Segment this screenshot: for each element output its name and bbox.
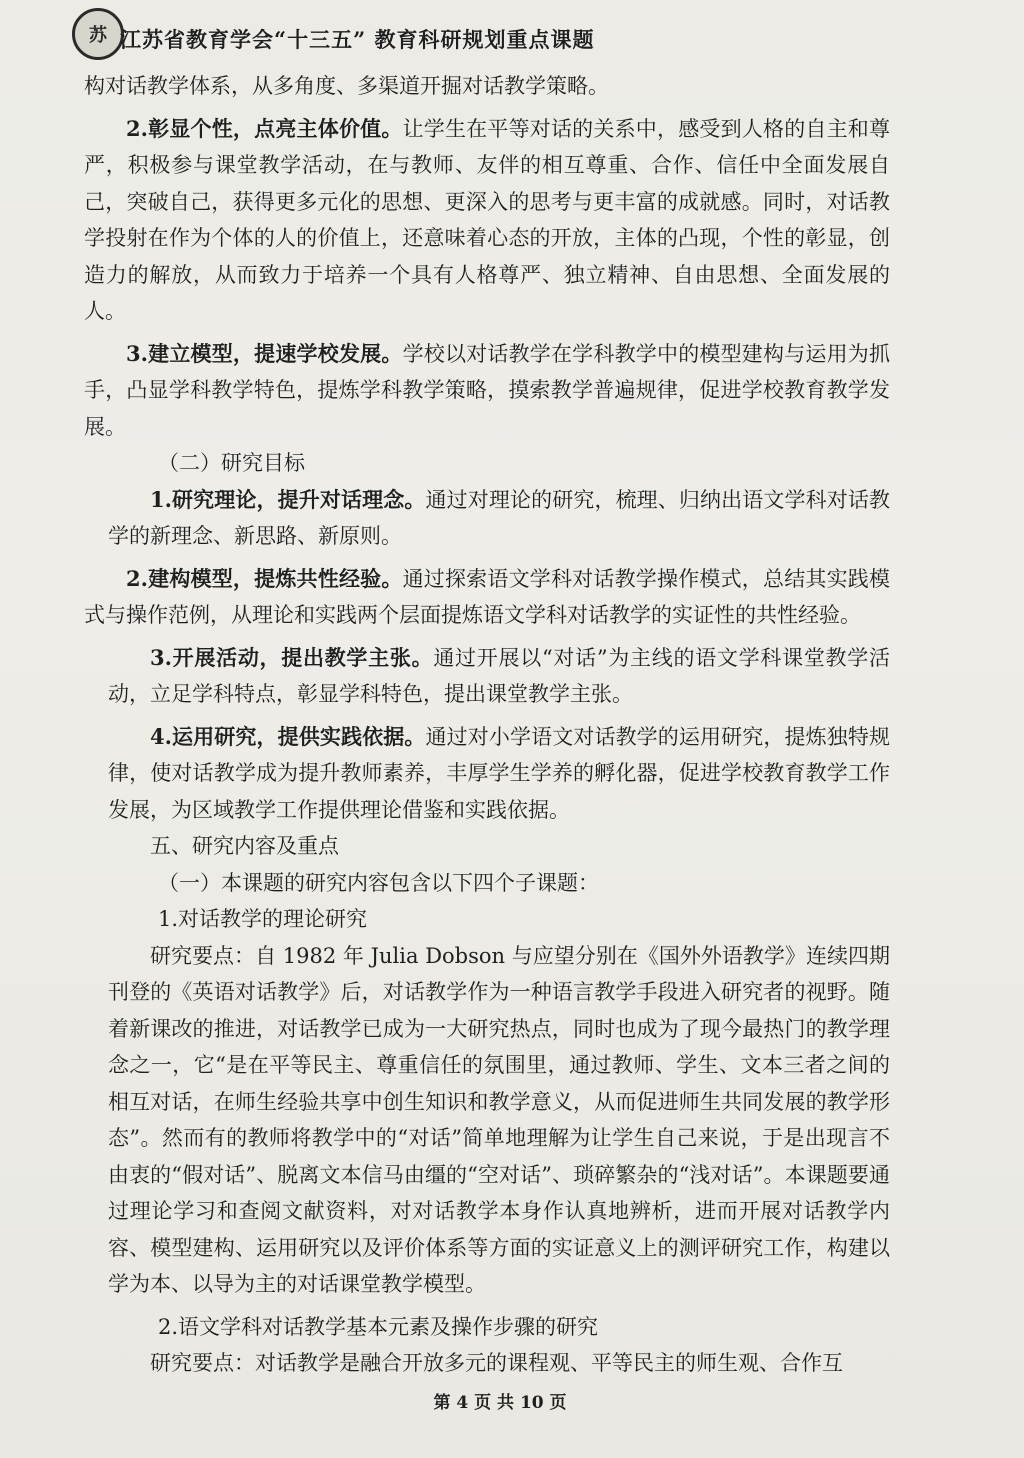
goal-3 — [84, 640, 890, 713]
paragraph-heading: 3.开展活动，提出教学主张。 — [150, 644, 434, 670]
subtopic-2-text: 研究要点：对话教学是融合开放多元的课程观、平等民主的师生观、合作互 — [150, 1351, 843, 1375]
association-logo-icon — [72, 8, 124, 60]
paragraph-text: 让学生在平等对话的关系中，感受到人格的自主和尊严，积极参与课堂教学活动，在与教师、友伴的相互尊重、合作、信任中全面发展自己，突破自己，获得更多元化的思想、更深入的思考与更丰富的成就感。同时，对话教学投射在作为个体的人的价值上，还意味着心态的开放，主体的凸现，个性的彰显，创造力的解放，从而致力于培养一个具有人格尊严、独立精神、自由思想、全面发展的人。 — [84, 116, 891, 323]
paragraph-text: 通过对小学语文对话教学的运用研究，提炼独特规律，使对话教学成为提升教师素养，丰厚学生学养的孵化器，促进学校教育教学工作发展，为区域教学工作提供理论借鉴和实践依据。 — [108, 724, 891, 822]
paragraph-heading: 4.运用研究，提供实践依据。 — [150, 723, 426, 749]
paragraph-3 — [84, 336, 890, 446]
document-body — [84, 68, 890, 1382]
goal-4 — [84, 719, 890, 829]
paragraph-text: 通过对理论的研究，梳理、归纳出语文学科对话教学的新理念、新思路、新原则。 — [108, 487, 891, 548]
paragraph-heading: 2.彰显个性，点亮主体价值。 — [126, 115, 403, 141]
paragraph-text: 学校以对话教学在学科教学中的模型建构与运用为抓手，凸显学科教学特色，提炼学科教学策略，摸索教学普遍规律，促进学校教育教学发展。 — [84, 341, 891, 439]
paragraph-text: 通过探索语文学科对话教学操作模式，总结其实践模式与操作范例，从理论和实践两个层面提炼语文学科对话教学的实证性的共性经验。 — [84, 566, 891, 627]
logo-glyph: 苏 — [89, 25, 107, 46]
page-header: 江苏省教育学会“十三五” 教育科研规划重点课题 — [120, 27, 595, 52]
section-heading-5: 五、研究内容及重点 — [150, 834, 339, 858]
subtopic-1-text: 研究要点：自 1982 年 Julia Dobson 与应望分别在《国外外语教学》连续四期刊登的《英语对话教学》后，对话教学作为一种语言教学手段进入研究者的视野。随着新课改的推进，对话教学已成为一大研究热点，同时也成为了现今最热门的教学理念之一，它“是在平等民主、尊重信任的氛围里，通过教师、学生、文本三者之间的相互对话，在师生经验共享中创生知识和教学意义，从而促进师生共同发展的教学形态”。然而有的教师将教学中的“对话”简单地理解为让学生自己来说，于是出现言不由衷的“假对话”、脱离文本信马由缰的“空对话”、琐碎繁杂的“浅对话”。本课题要通过理论学习和查阅文献资料，对对话教学本身作认真地辨析，进而开展对话教学内容、模型建构、运用研究以及评价体系等方面的实证意义上的测评研究工作，构建以学为本、以导为主的对话课堂教学模型。 — [108, 943, 890, 1296]
paragraph-heading: 3.建立模型，提速学校发展。 — [126, 340, 403, 366]
paragraph-text: 通过开展以“对话”为主线的语文学科课堂教学活动，立足学科特点，彰显学科特色，提出课堂教学主张。 — [108, 645, 890, 706]
goal-1 — [84, 482, 890, 555]
subtopic-2-title: 2.语文学科对话教学基本元素及操作步骤的研究 — [158, 1314, 599, 1339]
subsection-heading-contents: （一）本课题的研究内容包含以下四个子课题： — [158, 870, 599, 895]
paragraph-continued: 构对话教学体系，从多角度、多渠道开掘对话教学策略。 — [84, 74, 609, 98]
paragraph-heading: 2.建构模型，提炼共性经验。 — [126, 565, 403, 591]
goal-2 — [84, 561, 890, 634]
subtopic-1-title: 1.对话教学的理论研究 — [158, 907, 368, 931]
paragraph-2 — [84, 111, 890, 330]
section-heading-goals: （二）研究目标 — [158, 451, 305, 475]
page-number: 第 4 页 共 10 页 — [433, 1393, 567, 1413]
paragraph-heading: 1.研究理论，提升对话理念。 — [150, 486, 426, 512]
